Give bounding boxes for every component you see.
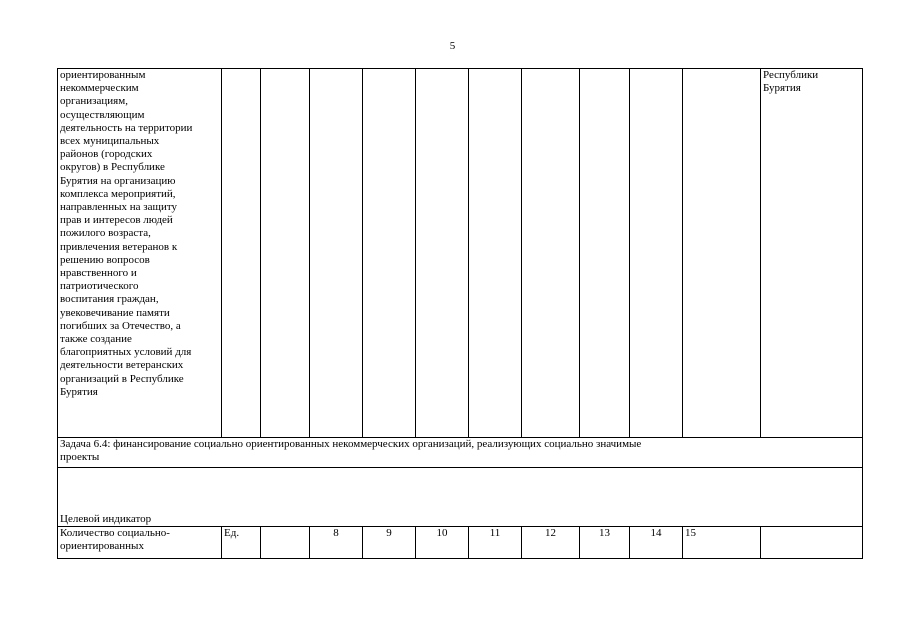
value-cell: 13 bbox=[580, 527, 630, 559]
empty-cell bbox=[683, 69, 761, 438]
empty-cell bbox=[630, 69, 683, 438]
empty-cell bbox=[580, 69, 630, 438]
empty-cell bbox=[522, 69, 580, 438]
unit-cell: Ед. bbox=[222, 527, 261, 559]
table-row bbox=[58, 69, 863, 438]
program-table bbox=[57, 68, 863, 559]
empty-cell bbox=[310, 69, 363, 438]
task-row bbox=[58, 438, 863, 468]
indicator-name-cell: Количество социально- ориентированных bbox=[58, 527, 222, 559]
empty-cell bbox=[363, 69, 416, 438]
value-cell: 15 bbox=[683, 527, 761, 559]
empty-cell bbox=[222, 69, 261, 438]
empty-cell bbox=[469, 69, 522, 438]
value-cell: 8 bbox=[310, 527, 363, 559]
measure-description-cell: ориентированным некоммерческим организациям, осуществляющим деятельность на территории всех муниципальных районов (городских округов) в Республике Бурятия на организацию комплекса мероприятий, направленных на защиту прав и интересов людей пожилого возраста, привлечения ветеранов к решению вопросов нравственного и патриотического воспитания граждан, увековечивание памяти погибших за Отечество, а также создание благоприятных условий для деятельности ветеранских организаций в Республике Бурятия bbox=[58, 69, 222, 438]
table-row bbox=[58, 527, 863, 559]
page-number: 5 bbox=[449, 40, 456, 52]
empty-cell bbox=[761, 527, 863, 559]
empty-cell bbox=[416, 69, 469, 438]
value-cell: 12 bbox=[522, 527, 580, 559]
value-cell: 11 bbox=[469, 527, 522, 559]
value-cell: 14 bbox=[630, 527, 683, 559]
empty-cell bbox=[261, 69, 310, 438]
empty-cell bbox=[261, 527, 310, 559]
value-cell: 9 bbox=[363, 527, 416, 559]
task-heading: Задача 6.4: финансирование социально ориентированных некоммерческих организаций, реализующих социально значимые проекты bbox=[58, 438, 863, 468]
target-indicator-label: Целевой индикатор bbox=[58, 468, 863, 527]
responsible-cell: Республики Бурятия bbox=[761, 69, 863, 438]
value-cell: 10 bbox=[416, 527, 469, 559]
indicator-row bbox=[58, 468, 863, 527]
